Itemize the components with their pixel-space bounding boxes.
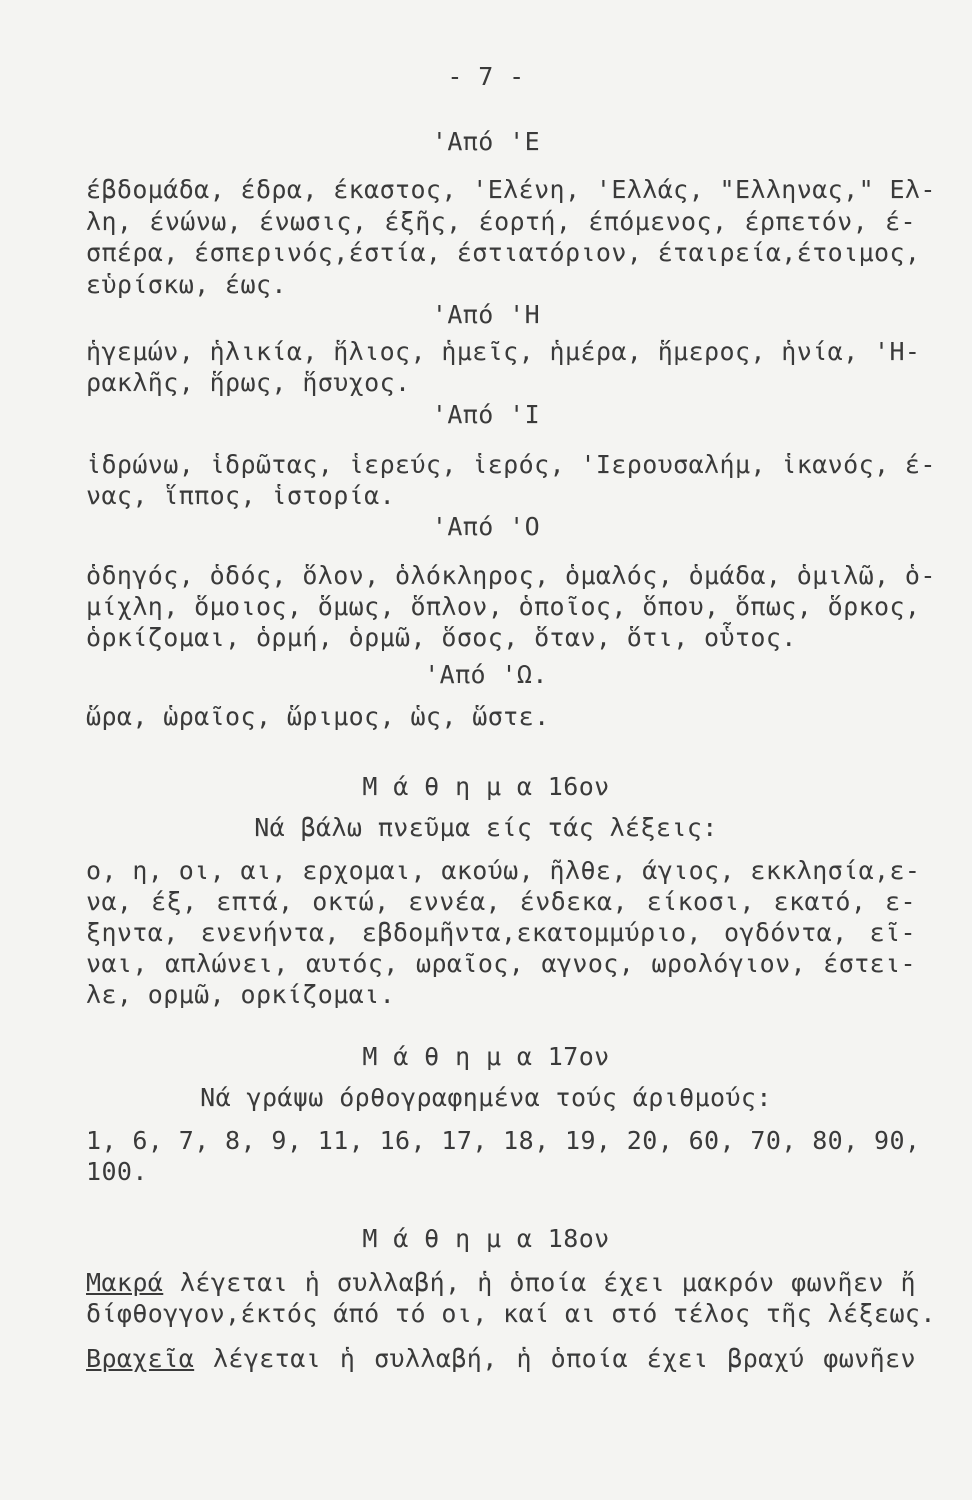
- text-line: δίφθογγον,έκτός άπό τό οι, καί αι στό τέλος τῆς λέξεως.: [86, 1299, 936, 1328]
- text-line: λη, ένώνω, ένωσις, έξῆς, έορτή, έπόμενος, έρπετόν, έ-: [86, 207, 916, 236]
- page-number: - 7 -: [447, 62, 525, 91]
- lesson-title: Μ ά θ η μ α 18ον: [362, 1224, 610, 1253]
- text-line: ἡγεμών, ἡλικία, ἥλιος, ἡμεῖς, ἡμέρα, ἥμερος, ἡνία, 'Η-: [86, 337, 921, 366]
- text-line: ξηντα, ενενήντα, εβδομῆντα,εκατομμύριο, ογδόντα, εῖ-: [86, 918, 916, 947]
- term-long: Μακρά: [86, 1268, 164, 1297]
- definition-line: [86, 1268, 916, 1298]
- text-line: ο, η, οι, αι, ερχομαι, ακούω, ῆλθε, άγιος, εκκλησία,ε-: [86, 856, 921, 885]
- text-line: 1, 6, 7, 8, 9, 11, 16, 17, 18, 19, 20, 60, 70, 80, 90,: [86, 1126, 921, 1155]
- definition-text: λέγεται ἡ συλλαβή, ἡ ὁποία έχει μακρόν φωνῆεν ἤ: [163, 1268, 916, 1297]
- definition-text: λέγεται ἡ συλλαβή, ἡ ὁποία έχει βραχύ φωνῆεν: [194, 1344, 916, 1373]
- text-line: ὁρκίζομαι, ὁρμή, ὁρμῶ, ὅσος, ὅταν, ὅτι, οὗτος.: [86, 623, 797, 652]
- text-line: έβδομάδα, έδρα, έκαστος, 'Ελένη, 'Ελλάς, "Ελληνας," Ελ-: [86, 175, 936, 204]
- text-line: νας, ἵππος, ἱστορία.: [86, 481, 396, 510]
- text-line: ὥρα, ὡραῖος, ὥριμος, ὡς, ὥστε.: [86, 702, 550, 731]
- text-line: ἱδρώνω, ἱδρῶτας, ἱερεύς, ἱερός, 'Ιερουσαλήμ, ἱκανός, έ-: [86, 450, 936, 479]
- text-line: ναι, απλώνει, αυτός, ωραῖος, αγνος, ωρολόγιον, έστει-: [86, 949, 916, 978]
- definition-line: [86, 1344, 916, 1374]
- lesson-title: Μ ά θ η μ α 16ον: [362, 772, 610, 801]
- text-line: σπέρα, έσπερινός,έστία, έστιατόριον, έταιρεία,έτοιμος,: [86, 238, 921, 267]
- section-heading: 'Από 'Η: [431, 300, 541, 329]
- text-line: 100.: [86, 1157, 148, 1186]
- text-line: μίχλη, ὅμοιος, ὅμως, ὅπλον, ὁποῖος, ὅπου, ὅπως, ὅρκος,: [86, 592, 921, 621]
- term-short: Βραχεῖα: [86, 1344, 195, 1373]
- text-line: εὑρίσκω, έως.: [86, 270, 287, 299]
- section-heading: 'Από 'Ε: [431, 127, 541, 156]
- section-heading: 'Από 'Ι: [431, 400, 541, 429]
- text-line: λε, ορμῶ, ορκίζομαι.: [86, 980, 396, 1009]
- text-line: να, έξ, επτά, οκτώ, εννέα, ένδεκα, είκοσι, εκατό, ε-: [86, 887, 916, 916]
- text-line: ρακλῆς, ἥρως, ἥσυχος.: [86, 368, 411, 397]
- section-heading: 'Από 'Ο: [431, 512, 541, 541]
- lesson-title: Μ ά θ η μ α 17ον: [362, 1042, 610, 1071]
- lesson-instruction: Νά βάλω πνεῦμα είς τάς λέξεις:: [254, 813, 718, 842]
- lesson-instruction: Νά γράψω όρθογραφημένα τούς άριθμούς:: [200, 1083, 772, 1112]
- text-line: ὁδηγός, ὁδός, ὅλον, ὁλόκληρος, ὁμαλός, ὁμάδα, ὁμιλῶ, ὁ-: [86, 561, 936, 590]
- section-heading: 'Από 'Ω.: [424, 660, 548, 689]
